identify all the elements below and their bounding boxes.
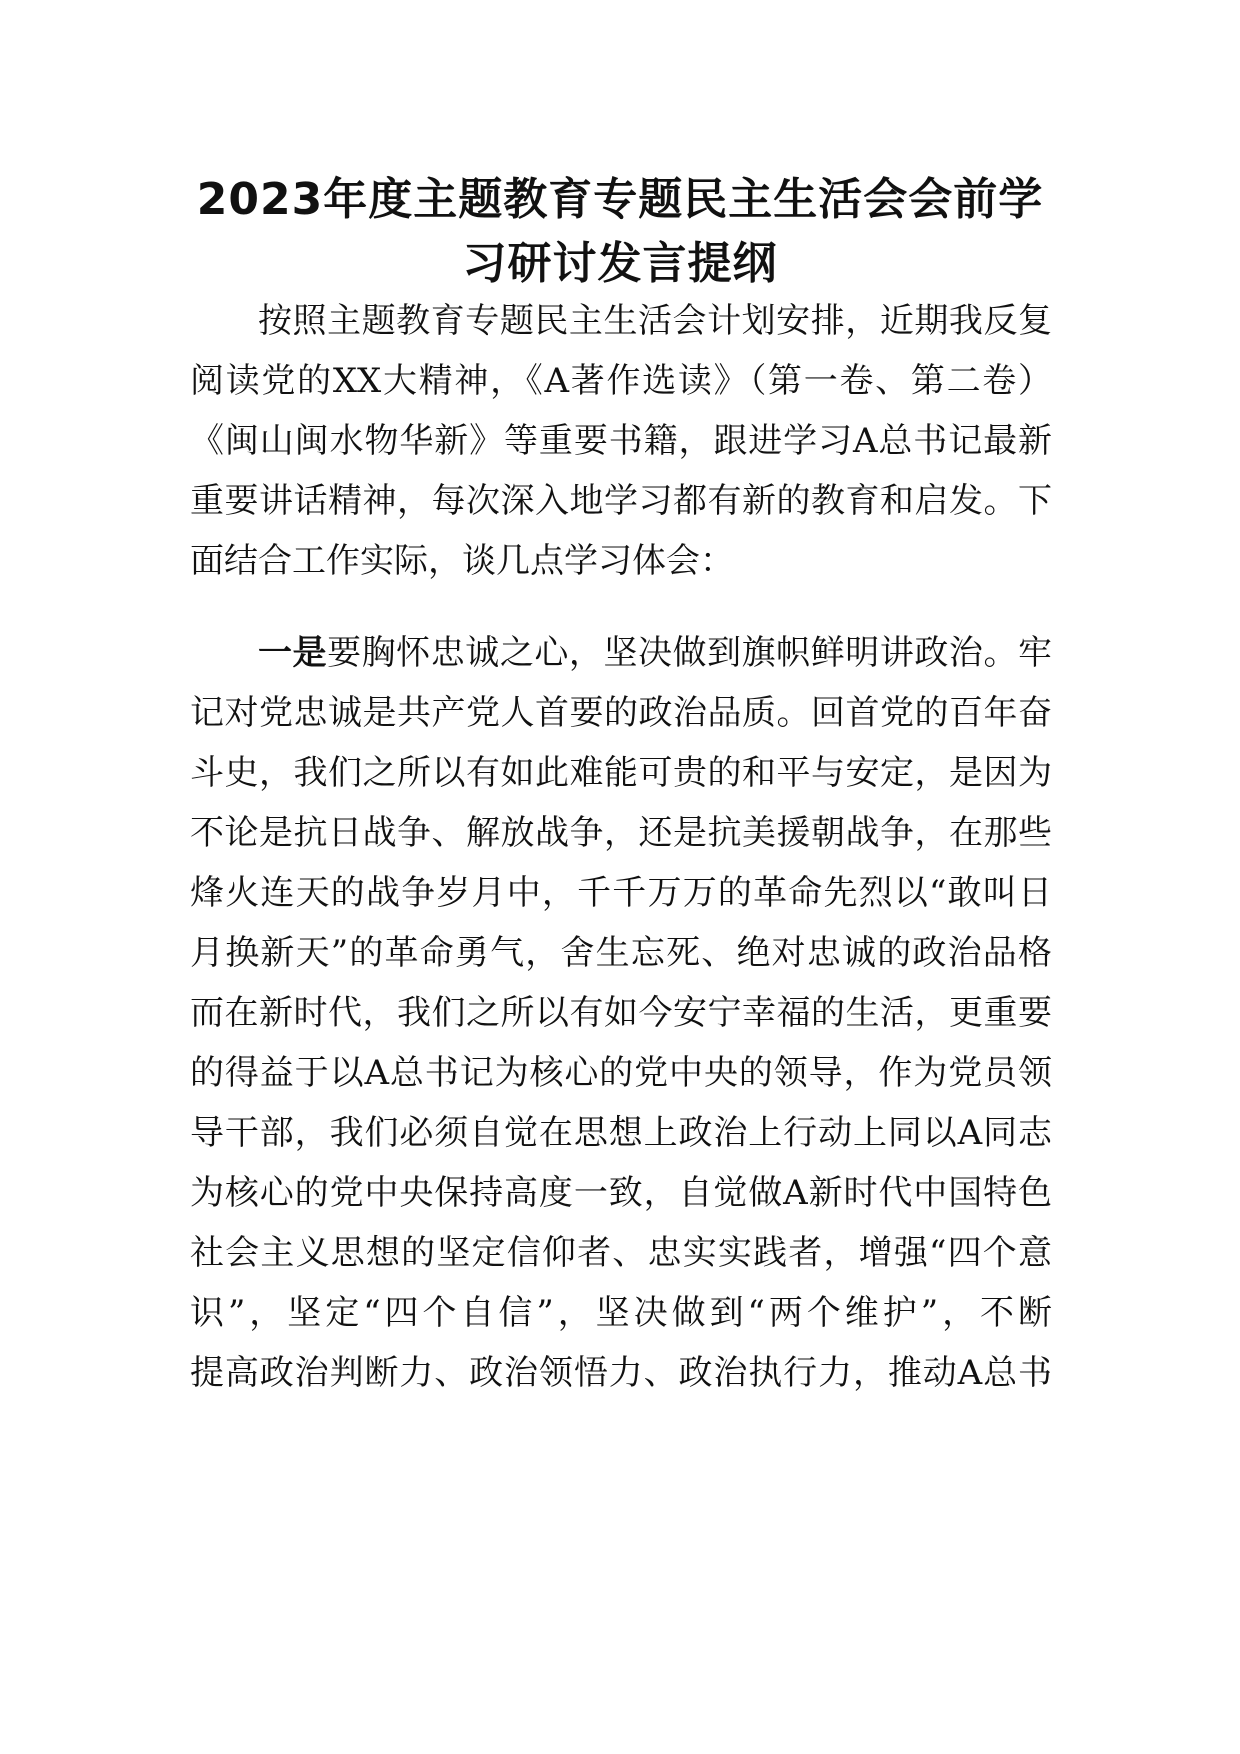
section1-line-3: 斗史，我们之所以有如此难能可贵的和平与安定，是因为 bbox=[190, 753, 1052, 793]
intro-line-3: 《闽山闽水物华新》等重要书籍，跟进学习A总书记最新 bbox=[190, 421, 1052, 461]
section1-line-13: 提高政治判断力、政治领悟力、政治执行力，推动A总书 bbox=[190, 1353, 1052, 1393]
document-title-line-1: 2023年度主题教育专题民主生活会会前学 bbox=[196, 174, 1044, 225]
intro-line-4: 重要讲话精神，每次深入地学习都有新的教育和启发。下 bbox=[190, 481, 1052, 521]
section1-line-8: 的得益于以A总书记为核心的党中央的领导，作为党员领 bbox=[190, 1053, 1052, 1093]
intro-line-5: 面结合工作实际，谈几点学习体会： bbox=[190, 541, 734, 581]
section1-line-10: 为核心的党中央保持高度一致，自觉做A新时代中国特色 bbox=[190, 1173, 1052, 1213]
section1-line-11: 社会主义思想的坚定信仰者、忠实实践者，增强“四个意 bbox=[190, 1233, 1052, 1273]
section1-line-9: 导干部，我们必须自觉在思想上政治上行动上同以A同志 bbox=[190, 1113, 1052, 1153]
section1-line-1-text: 要胸怀忠诚之心，坚决做到旗帜鲜明讲政治。牢 bbox=[327, 633, 1053, 673]
section1-line-6: 月换新天”的革命勇气，舍生忘死、绝对忠诚的政治品格 bbox=[190, 933, 1052, 973]
section1-line-2: 记对党忠诚是共产党人首要的政治品质。回首党的百年奋 bbox=[190, 693, 1052, 733]
section1-lead: 一是 bbox=[258, 633, 328, 673]
section1-line-7: 而在新时代，我们之所以有如今安宁幸福的生活，更重要 bbox=[190, 993, 1052, 1033]
section1-line-1 bbox=[258, 628, 1052, 678]
section1-line-4: 不论是抗日战争、解放战争，还是抗美援朝战争，在那些 bbox=[190, 813, 1052, 853]
document-title-line-2: 习研讨发言提纲 bbox=[462, 238, 778, 289]
intro-line-1: 按照主题教育专题民主生活会计划安排，近期我反复 bbox=[258, 301, 1052, 341]
intro-line-2: 阅读党的XX大精神，《A著作选读》（第一卷、第二卷） bbox=[190, 361, 1052, 401]
section1-line-5: 烽火连天的战争岁月中，千千万万的革命先烈以“敢叫日 bbox=[190, 873, 1052, 913]
section1-line-12: 识”，坚定“四个自信”，坚决做到“两个维护”，不断 bbox=[190, 1293, 1052, 1333]
